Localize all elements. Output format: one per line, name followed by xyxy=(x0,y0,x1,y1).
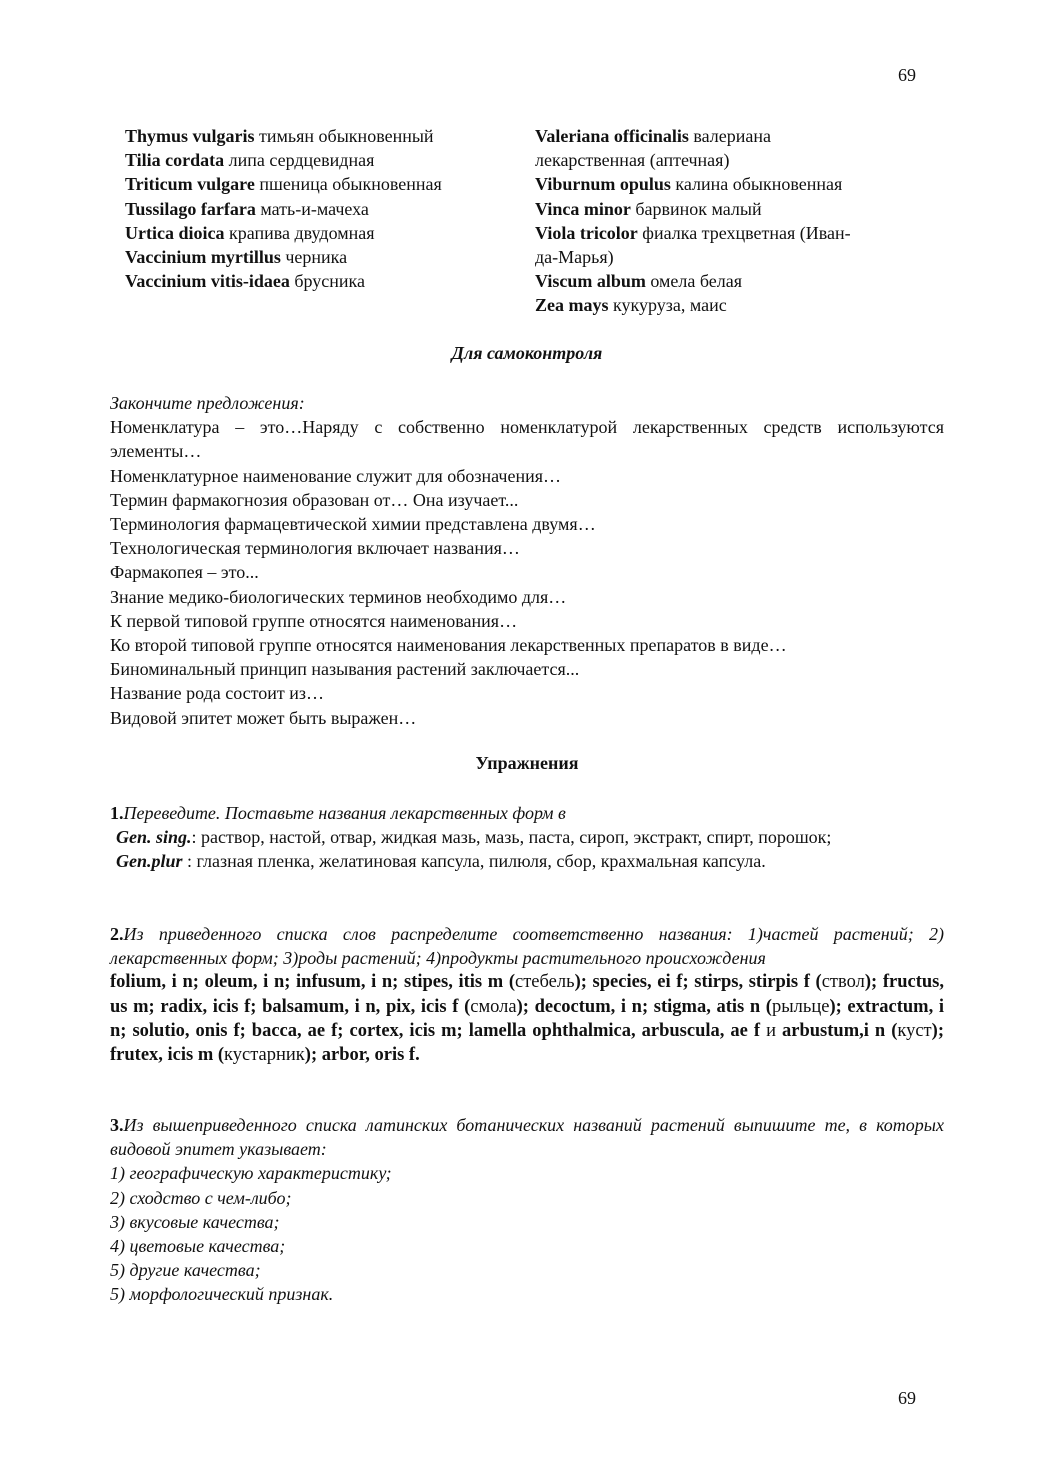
selfcheck-line: Технологическая терминология включает названия… xyxy=(110,538,520,559)
exercise-task: Из вышеприведенного списка латинских ботанических названий растений выпишите те, в которых видовой эпитет указывает: xyxy=(110,1115,944,1160)
exercise-item: 2) сходство с чем-либо; xyxy=(110,1187,292,1208)
exercise-number: 3. xyxy=(110,1115,124,1135)
selfcheck-line: Видовой эпитет может быть выражен… xyxy=(110,707,417,728)
plant-entry: Triticum vulgare пшеница обыкновенная xyxy=(125,174,442,195)
exercise-task: Из приведенного списка слов распределите соответственно названия: 1)частей растений; 2) лекарственных форм; 3)роды растений; 4)продукты растительного происхождения xyxy=(110,924,944,969)
plant-entry: Valeriana officinalis валериана лекарственная (аптечная) xyxy=(535,126,771,171)
exercise-3 xyxy=(110,1113,944,1307)
plant-entry: Tussilago farfara мать-и-мачеха xyxy=(125,198,369,219)
page-number-bottom: 69 xyxy=(898,1388,916,1408)
selfcheck-heading: Для самоконтроля xyxy=(451,343,603,363)
plant-entry: Thymus vulgaris тимьян обыкновенный xyxy=(125,126,434,146)
exercise-item: 1) географическую характеристику; xyxy=(110,1163,392,1184)
exercise-number: 1. xyxy=(110,803,124,823)
exercise-item: 5) другие качества; xyxy=(110,1260,261,1281)
exercise-task: Переведите. Поставьте названия лекарственных форм в xyxy=(123,803,566,823)
selfcheck-line: Знание медико-биологических терминов необходимо для… xyxy=(110,586,567,607)
exercise-item: 3) вкусовые качества; xyxy=(110,1211,280,1232)
selfcheck-line: Номенклатура – это…Наряду с собственно номенклатурой лекарственных средств используются элементы… xyxy=(110,417,944,462)
selfcheck-line: Биноминальный принцип называния растений заключается... xyxy=(110,659,580,680)
selfcheck-section xyxy=(110,391,944,730)
plant-entry: Vinca minor барвинок малый xyxy=(535,198,762,219)
selfcheck-line: Термин фармакогнозия образован от… Она изучает... xyxy=(110,489,519,510)
exercise-item: 5) морфологический признак. xyxy=(110,1284,334,1305)
page-number-top: 69 xyxy=(898,65,916,85)
gen-plur-line: Gen.plur : глазная пленка, желатиновая капсула, пилюля, сбор, крахмальная капсула. xyxy=(116,851,766,872)
plant-entry: Viburnum opulus калина обыкновенная xyxy=(535,174,843,195)
selfcheck-line: Номенклатурное наименование служит для обозначения… xyxy=(110,465,562,486)
plant-entry: Zea mays кукуруза, маис xyxy=(535,295,727,316)
exercise-item: 4) цветовые качества; xyxy=(110,1236,286,1257)
selfcheck-line: Ко второй типовой группе относятся наименования лекарственных препаратов в виде… xyxy=(110,635,787,656)
exercises-heading: Упражнения xyxy=(475,753,579,773)
plant-entry: Vaccinium vitis-idaea брусника xyxy=(125,271,365,292)
plant-entry: Urtica dioica крапива двудомная xyxy=(125,222,375,243)
plant-entry: Tilia cordata липа сердцевидная xyxy=(125,150,375,171)
selfcheck-line: Название рода состоит из… xyxy=(110,683,325,704)
exercise-1 xyxy=(110,801,944,874)
plant-entry: Viola tricolor фиалка трехцветная (Иван-да-Марья) xyxy=(535,222,851,268)
plant-list-right-column xyxy=(535,124,945,318)
selfcheck-line: Фармакопея – это... xyxy=(110,562,259,583)
exercise-number: 2. xyxy=(110,924,124,944)
plant-entry: Viscum album омела белая xyxy=(535,271,743,292)
gen-sing-line: Gen. sing.: раствор, настой, отвар, жидкая мазь, мазь, паста, сироп, экстракт, спирт, порошок; xyxy=(116,827,832,848)
selfcheck-line: Терминология фармацевтической химии представлена двумя… xyxy=(110,514,596,535)
latin-word-list: folium, i n; oleum, i n; infusum, i n; stipes, itis m (стебель); species, ei f; stirps, stirpis f (ствол); fructus, us m; radix, icis f; balsamum, i n, pix, icis f (смола); decoctum, i n; stigma, atis n (рыльце); extractum, i n; solutio, onis f; bacca, ae f; cortex, icis m; lamella ophthalmica, arbuscula, ae f и arbustum,i n (куст); frutex, icis m (кустарник); arbor, oris f. xyxy=(110,972,944,1066)
selfcheck-line: К первой типовой группе относятся наименования… xyxy=(110,610,518,631)
plant-list xyxy=(125,124,945,318)
plant-list-left-column xyxy=(125,124,535,318)
exercise-2 xyxy=(110,922,944,1067)
selfcheck-intro: Закончите предложения: xyxy=(110,393,305,413)
plant-entry: Vaccinium myrtillus черника xyxy=(125,247,348,268)
